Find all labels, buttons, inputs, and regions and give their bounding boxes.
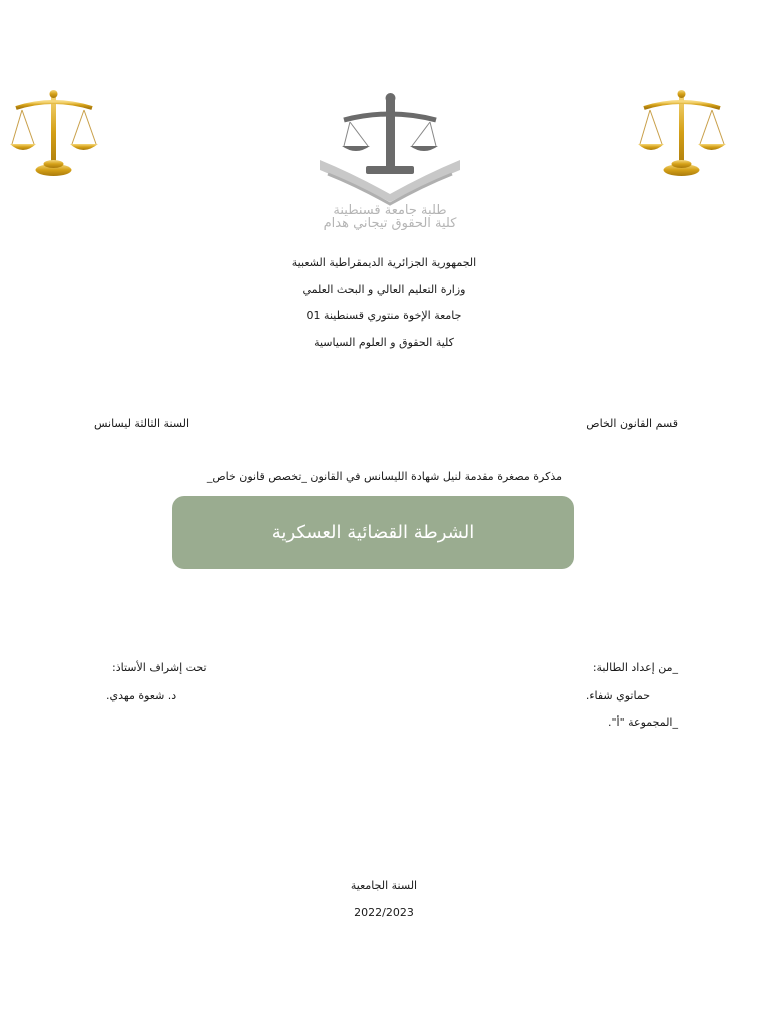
- memo-subtitle: مذكرة مصغرة مقدمة لنيل شهادة الليسانس في القانون _تخصص قانون خاص_: [206, 470, 562, 483]
- header-line-3: جامعة الإخوة منتوري قسنطينة 01: [306, 309, 462, 322]
- year-level-label: السنة الثالثة ليسانس: [94, 417, 189, 430]
- thesis-title-box: [172, 496, 574, 569]
- scale-of-justice-icon: [8, 88, 100, 182]
- thesis-title: الشرطة القضائية العسكرية: [271, 522, 475, 543]
- logo-line-1: طلبة جامعة قسنطينة: [333, 203, 447, 218]
- supervisor-label: تحت إشراف الأستاذ:: [112, 661, 207, 674]
- header-line-2: وزارة التعليم العالي و البحث العلمي: [302, 283, 466, 296]
- student-name: حماتوي شفاء.: [585, 689, 650, 702]
- header-line-1: الجمهورية الجزائرية الديمقراطية الشعبية: [291, 256, 477, 269]
- logo-line-2: كلية الحقوق تيجاني هدام: [323, 216, 457, 230]
- header-line-4: كلية الحقوق و العلوم السياسية: [314, 336, 454, 349]
- student-group: _المجموعة "أ".: [607, 716, 678, 729]
- academic-year: 2022/2023: [354, 906, 414, 919]
- academic-year-label: السنة الجامعية: [350, 879, 418, 892]
- student-label: _من إعداد الطالبة:: [592, 661, 678, 674]
- university-logo: [314, 90, 466, 230]
- supervisor-name: د. شعوة مهدي.: [106, 689, 177, 702]
- department-label: قسم القانون الخاص: [586, 417, 678, 430]
- scale-of-justice-icon: [636, 88, 728, 182]
